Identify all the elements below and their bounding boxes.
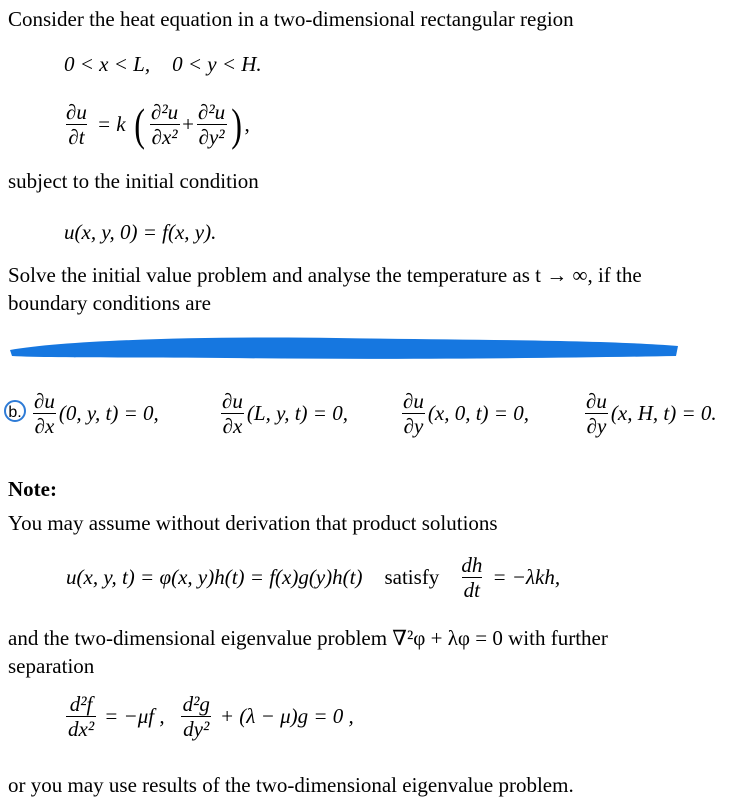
bc-3-args: (x, 0, t) = 0, <box>427 401 529 425</box>
du-dt-fraction: $\frac{\partial u}{\partial t}$ <box>66 100 87 149</box>
dh-dt-fraction: $\frac{dh}{dt}$ <box>461 553 483 602</box>
note-heading: Note: <box>8 477 57 501</box>
product-solution <box>66 554 560 601</box>
intro-text: Consider the heat equation in a two-dimensional rectangular region <box>8 7 574 31</box>
right-paren: ) <box>231 98 243 150</box>
bc-1 <box>30 390 159 437</box>
task-line-1: Solve the initial value problem and analyse the temperature as t → ∞, if the <box>8 263 642 287</box>
subject-text: subject to the initial condition <box>8 169 259 193</box>
satisfy-word: satisfy <box>384 565 440 589</box>
heat-pde <box>62 98 250 150</box>
note-text: You may assume without derivation that product solutions <box>8 511 498 535</box>
bc-4-args: (x, H, t) = 0. <box>610 401 717 425</box>
equals-k: = k <box>96 112 126 136</box>
bc-2 <box>218 390 348 437</box>
task-line-2: boundary conditions are <box>8 291 211 315</box>
d2g-dy2-fraction: $\frac{\text{d²g}}{\text{dy²}}$ <box>182 692 210 741</box>
x-range: 0 < x < L, <box>64 52 151 76</box>
bc-1-args: (0, y, t) = 0, <box>58 401 159 425</box>
d2u-dx2-fraction: $\frac{\text{∂²u}}{\text{∂x²}}$ <box>150 100 179 149</box>
bc-2-fraction: $\frac{\partial u}{\partial x}$ <box>222 389 243 438</box>
y-range: 0 < y < H. <box>172 52 262 76</box>
pde-comma: , <box>244 112 250 136</box>
eigen-line-1: and the two-dimensional eigenvalue problem ∇²φ + λφ = 0 with further <box>8 626 608 650</box>
g-equation-rhs: + (λ − μ)g = 0 , <box>219 704 354 728</box>
d2f-dx2-fraction: $\frac{\text{d²f}}{\text{dx²}}$ <box>68 692 95 741</box>
highlight-scribble <box>6 332 682 362</box>
product-lhs: u(x, y, t) = φ(x, y)h(t) = f(x)g(y)h(t) <box>66 565 363 589</box>
plus-sign: + <box>182 112 194 136</box>
d2u-dy2-fraction: $\frac{\text{∂²u}}{\text{∂y²}}$ <box>198 100 226 149</box>
part-b-label: b. <box>4 400 26 422</box>
region-equation <box>64 52 262 77</box>
initial-condition: u(x, y, 0) = f(x, y). <box>64 220 217 244</box>
separated-odes <box>64 693 354 740</box>
final-text: or you may use results of the two-dimensional eigenvalue problem. <box>8 773 574 797</box>
eigen-line-2: separation <box>8 654 95 678</box>
left-paren: ( <box>133 98 145 150</box>
product-rhs: = −λkh, <box>492 565 561 589</box>
bc-3-fraction: $\frac{\partial u}{\partial y}$ <box>403 389 424 438</box>
bc-2-args: (L, y, t) = 0, <box>246 401 348 425</box>
f-equation-rhs: = −μf , <box>104 704 165 728</box>
bc-1-fraction: $\frac{\partial u}{\partial x}$ <box>34 389 55 438</box>
bc-3 <box>399 390 529 437</box>
bc-4 <box>582 390 717 437</box>
bc-4-fraction: $\frac{\partial u}{\partial y}$ <box>586 389 607 438</box>
